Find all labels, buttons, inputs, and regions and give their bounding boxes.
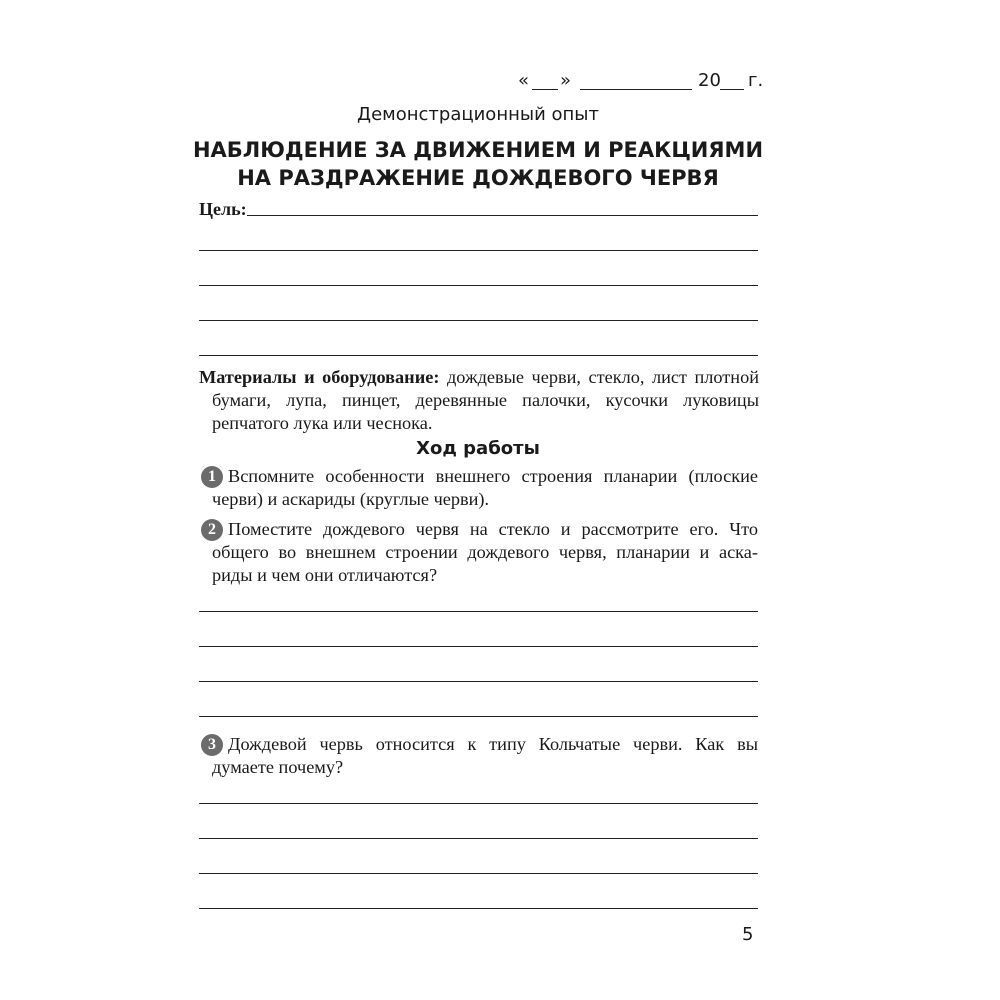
task-3-answer-line[interactable] (199, 838, 758, 839)
task-3-answer-line[interactable] (199, 803, 758, 804)
goal-answer-line[interactable] (199, 355, 758, 356)
materials-line-2: бумаги, лупа, пинцет, деревянные палочки, кусочки луковицы (212, 390, 759, 410)
year-prefix: 20 (698, 70, 721, 91)
task-2-line-1: Поместите дождевого червя на стекло и рассмотрите его. Что (228, 519, 758, 539)
task-number-badge: 2 (201, 519, 223, 541)
materials-label: Материалы и оборудование: (199, 367, 440, 387)
materials-text: дождевые черви, стекло, лист плотной (439, 367, 759, 387)
task-number-badge: 3 (201, 734, 223, 756)
task-3-line-1: Дождевой червь относится к типу Кольчатые черви. Как вы (228, 734, 758, 754)
year-suffix: г. (748, 70, 764, 91)
goal-answer-line[interactable] (199, 285, 758, 286)
year-blank[interactable] (720, 89, 744, 90)
day-blank[interactable] (532, 89, 558, 90)
goal-answer-line[interactable] (247, 215, 758, 216)
title-line-1: НАБЛЮДЕНИЕ ЗА ДВИЖЕНИЕМ И РЕАКЦИЯМИ (192, 138, 764, 162)
task-3-text (212, 733, 758, 779)
task-1-line-2: черви) и аскариды (круглые черви). (212, 489, 490, 509)
task-2-line-3: риды и чем они отличаются? (212, 565, 438, 585)
date-line (512, 70, 764, 94)
task-number-badge: 1 (201, 466, 223, 488)
goal-answer-line[interactable] (199, 320, 758, 321)
task-2-answer-line[interactable] (199, 716, 758, 717)
goal-label: Цель: (199, 199, 247, 219)
date-open-quote: « (518, 70, 530, 91)
materials-paragraph (199, 366, 759, 435)
title-line-2: НА РАЗДРАЖЕНИЕ ДОЖДЕВОГО ЧЕРВЯ (237, 166, 719, 190)
subtitle: Демонстрационный опыт (357, 104, 599, 125)
date-close-quote: » (560, 70, 572, 91)
materials-line-1 (199, 366, 759, 389)
task-2-line-2: общего во внешнем строении дождевого червя, планарии и аска- (212, 542, 758, 562)
page-title (0, 136, 956, 192)
task-2-text (212, 518, 758, 587)
page-number: 5 (742, 924, 754, 945)
month-blank[interactable] (580, 89, 692, 90)
task-2-answer-line[interactable] (199, 611, 758, 612)
task-3-answer-line[interactable] (199, 873, 758, 874)
task-3-answer-line[interactable] (199, 908, 758, 909)
task-1-text (212, 465, 758, 511)
task-2-answer-line[interactable] (199, 646, 758, 647)
goal-answer-line[interactable] (199, 250, 758, 251)
task-2-answer-line[interactable] (199, 681, 758, 682)
materials-line-3: репчатого лука или чеснока. (212, 413, 433, 433)
section-heading: Ход работы (416, 438, 540, 459)
task-3-line-2: думаете почему? (212, 757, 344, 777)
task-1-line-1: Вспомните особенности внешнего строения планарии (плоские (228, 466, 758, 486)
